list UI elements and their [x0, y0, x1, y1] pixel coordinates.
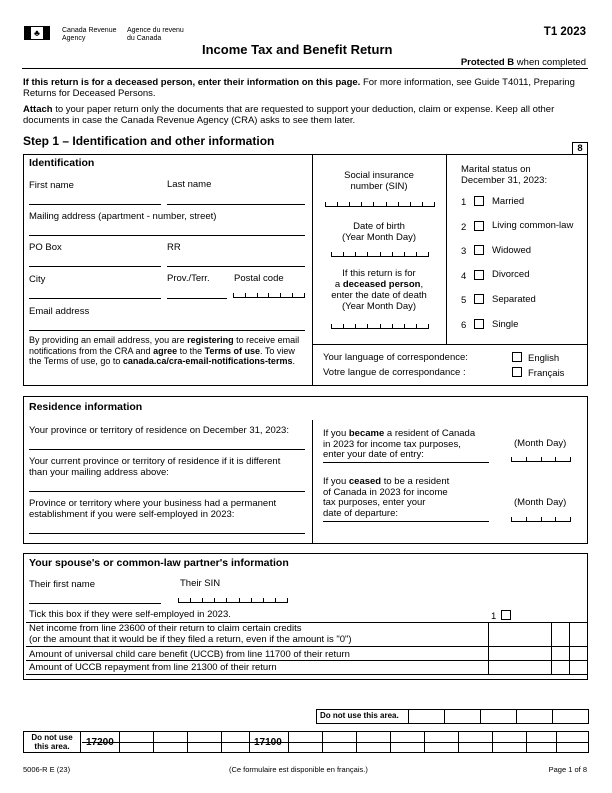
page-title: Income Tax and Benefit Return — [202, 42, 393, 57]
marital-label-common-law: Living common-law — [492, 220, 574, 231]
page-marker-box: 8 — [572, 142, 588, 155]
email-label: Email address — [29, 306, 90, 317]
first-name-field[interactable] — [29, 194, 161, 205]
step1-title: Step 1 – Identification and other information — [23, 134, 275, 148]
protected-rest: when completed — [514, 57, 586, 68]
lower-mid-rule — [82, 742, 589, 743]
province-dec31-label: Your province or territory of residence on December 31, 2023: — [29, 425, 289, 436]
marital-checkbox-divorced[interactable] — [474, 270, 484, 280]
ceased-a: If you — [323, 476, 349, 487]
date-of-death-field[interactable] — [331, 318, 429, 329]
do-not-use-lower-line1: Do not use — [31, 733, 73, 742]
marital-checkbox-single[interactable] — [474, 319, 484, 329]
last-name-label: Last name — [167, 179, 212, 190]
residence-divider — [312, 420, 313, 544]
marital-checkbox-common-law[interactable] — [474, 221, 484, 231]
current-province-label-1: Your current province or territory of residence if it is different — [29, 456, 281, 467]
residence-title: Residence information — [29, 401, 143, 413]
do-not-use-lower-label — [24, 732, 81, 752]
deceased-person-bold: deceased person — [342, 279, 421, 290]
business-province-label-1: Province or territory where your business had a permanent — [29, 498, 277, 509]
became-a: If you — [323, 428, 349, 439]
spouse-self-employed-checkbox[interactable] — [501, 610, 511, 620]
deceased-comma: , — [420, 279, 424, 290]
email-notice-registering: registering — [187, 335, 234, 345]
email-field[interactable] — [29, 320, 305, 331]
agency-en-line2: Agency — [62, 34, 86, 42]
email-notice-agree: agree — [153, 345, 178, 356]
marital-checkbox-widowed[interactable] — [474, 245, 484, 255]
became-underline — [323, 462, 489, 463]
spouse-title: Your spouse's or common-law partner's information — [29, 557, 289, 569]
marital-num-4: 4 — [461, 271, 467, 282]
spouse-uccb-label: Amount of universal child care benefit (UCCB) from line 11700 of their return — [29, 649, 350, 660]
deceased-label-line3: enter the date of death — [331, 290, 427, 301]
dob-field[interactable] — [331, 246, 429, 257]
language-divider — [312, 344, 588, 345]
language-label-english: English — [528, 353, 560, 364]
agency-fr-line1: Agence du revenu — [127, 27, 184, 34]
dob-label-line1: Date of birth — [353, 221, 405, 232]
dob-label-line2: (Year Month Day) — [341, 232, 417, 243]
spouse-sin-label: Their SIN — [180, 578, 221, 589]
language-checkbox-francais[interactable] — [512, 367, 522, 377]
marital-label-married: Married — [492, 196, 525, 207]
identification-title: Identification — [29, 157, 95, 169]
marital-label-widowed: Widowed — [492, 245, 532, 256]
spouse-first-name-field[interactable] — [29, 593, 161, 604]
became-line2: in 2023 for income tax purposes, — [323, 438, 461, 450]
ceased-line2: of Canada in 2023 for income — [323, 486, 448, 498]
spouse-net-income-field[interactable] — [489, 634, 551, 645]
current-province-label-2: than your mailing address above: — [29, 467, 169, 478]
ceased-c: to be a resident — [381, 476, 450, 487]
entry-month-day-label: (Month Day) — [514, 438, 567, 449]
date-of-entry-field[interactable] — [511, 451, 571, 462]
sin-field[interactable] — [325, 196, 435, 207]
deceased-label-line1: If this return is for — [342, 268, 416, 279]
spouse-first-name-label: Their first name — [29, 579, 95, 590]
email-notice-part2: to receive email notifications from the CRA and — [29, 335, 300, 356]
marital-label-separated: Separated — [492, 294, 536, 305]
ceased-line4: date of departure: — [323, 507, 398, 519]
spouse-net-income-label-1: Net income from line 23600 of their return to claim certain credits — [29, 623, 302, 634]
deceased-label-line2 — [312, 279, 446, 290]
first-name-label: First name — [29, 180, 74, 191]
became-bold: became — [348, 428, 385, 439]
spouse-amount-cents-divider — [551, 622, 552, 674]
email-notice-terms: Terms of use — [204, 345, 260, 356]
spouse-uccb-field[interactable] — [489, 648, 551, 659]
ceased-underline — [323, 521, 489, 522]
email-terms-link[interactable]: canada.ca/cra-email-notifications-terms — [122, 356, 293, 366]
email-notice-part1: By providing an email address, you are — [29, 335, 188, 345]
ceased-bold: ceased — [348, 476, 382, 487]
current-province-field[interactable] — [29, 481, 305, 492]
date-of-departure-field[interactable] — [511, 511, 571, 522]
prov-terr-label: Prov./Terr. — [167, 273, 210, 284]
do-not-use-upper-cell-5 — [552, 709, 589, 724]
attach-intro — [23, 104, 589, 126]
marital-title-line2: December 31, 2023: — [461, 175, 548, 186]
language-prompt-fr: Votre langue de correspondance : — [323, 367, 466, 378]
spouse-self-employed-num: 1 — [491, 611, 497, 622]
email-notice-part3: to the — [177, 345, 205, 356]
city-label: City — [29, 274, 46, 285]
province-dec31-field[interactable] — [29, 439, 305, 450]
po-box-field[interactable] — [29, 256, 161, 267]
marital-num-3: 3 — [461, 246, 467, 257]
marital-title-line1: Marital status on — [461, 164, 531, 175]
last-name-field[interactable] — [167, 194, 305, 205]
marital-divider — [446, 154, 447, 344]
became-line3: enter your date of entry: — [323, 449, 424, 460]
header-rule — [22, 68, 588, 69]
marital-label-divorced: Divorced — [492, 269, 530, 280]
marital-checkbox-married[interactable] — [474, 196, 484, 206]
attach-intro-bold: Attach — [23, 104, 53, 115]
mailing-address-field[interactable] — [29, 225, 305, 236]
business-province-label-2: establishment if you were self-employed in 2023: — [29, 509, 235, 520]
deceased-intro-rest: For more information, see Guide T4011, Preparing Returns for Deceased Persons. — [23, 77, 575, 99]
deceased-intro-bold: If this return is for a deceased person, enter their information on this page. — [23, 77, 361, 88]
po-box-label: PO Box — [29, 242, 62, 253]
spouse-row-rule-4 — [26, 674, 588, 675]
language-checkbox-english[interactable] — [512, 352, 522, 362]
form-code: 5006-R E (23) — [23, 765, 71, 774]
protected-notice — [461, 57, 586, 68]
prov-terr-field[interactable] — [167, 288, 227, 299]
attach-intro-rest: to your paper return only the documents that are requested to support your deduction, claim or expense. Keep all other documents in case the Canada Revenue Agency (CRA) asks to see them later. — [23, 104, 555, 126]
agency-en-line1: Canada Revenue — [62, 27, 117, 34]
marital-label-single: Single — [492, 319, 519, 330]
do-not-use-upper-cell-1 — [408, 709, 444, 724]
canada-flag-icon: ♣ — [24, 26, 50, 40]
sin-label-line1: Social insurance — [344, 170, 414, 181]
spouse-sin-field[interactable] — [178, 592, 288, 603]
rr-field[interactable] — [167, 256, 305, 267]
postal-code-label: Postal code — [234, 273, 284, 284]
do-not-use-upper-cell-4 — [516, 709, 552, 724]
became-c: a resident of Canada — [384, 428, 476, 439]
spouse-self-employed-label: Tick this box if they were self-employed in 2023. — [29, 609, 231, 620]
marital-num-2: 2 — [461, 222, 467, 233]
do-not-use-lower-line2: this area. — [34, 742, 70, 751]
postal-code-field[interactable] — [233, 287, 305, 298]
marital-num-5: 5 — [461, 295, 467, 306]
spouse-uccb-repay-label: Amount of UCCB repayment from line 21300 of their return — [29, 662, 277, 673]
marital-num-1: 1 — [461, 197, 467, 208]
page-number: Page 1 of 8 — [548, 765, 587, 774]
deceased-label-line4: (Year Month Day) — [341, 301, 417, 312]
deceased-a: a — [334, 279, 343, 290]
sin-label-line2: number (SIN) — [350, 181, 408, 192]
protected-bold: Protected B — [460, 57, 515, 68]
marital-num-6: 6 — [461, 320, 467, 331]
agency-fr-line2: du Canada — [127, 34, 162, 42]
email-notice-part5: . — [292, 356, 295, 366]
spouse-net-income-label-2: (or the amount that it would be if they filed a return, even if the amount is "0") — [29, 633, 352, 645]
departure-month-day-label: (Month Day) — [514, 497, 567, 508]
do-not-use-upper-cell-2 — [444, 709, 480, 724]
french-availability-note: (Ce formulaire est disponible en français.) — [229, 765, 368, 774]
ceased-line3: tax purposes, enter your — [323, 497, 426, 508]
email-notice — [29, 335, 307, 367]
city-field[interactable] — [29, 288, 161, 299]
language-prompt-en: Your language of correspondence: — [323, 352, 468, 363]
form-id: T1 2023 — [543, 26, 586, 38]
do-not-use-upper-cell-3 — [480, 709, 516, 724]
business-province-field[interactable] — [29, 523, 305, 534]
mailing-address-label: Mailing address (apartment - number, street) — [29, 211, 217, 222]
email-notice-part4: . To view the Terms of use, go to — [29, 345, 295, 366]
rr-label: RR — [167, 242, 181, 253]
spouse-uccb-repay-field[interactable] — [489, 662, 551, 673]
deceased-intro — [23, 77, 589, 99]
marital-checkbox-separated[interactable] — [474, 294, 484, 304]
language-label-francais: Français — [528, 368, 565, 379]
do-not-use-upper-label: Do not use this area. — [320, 711, 399, 720]
